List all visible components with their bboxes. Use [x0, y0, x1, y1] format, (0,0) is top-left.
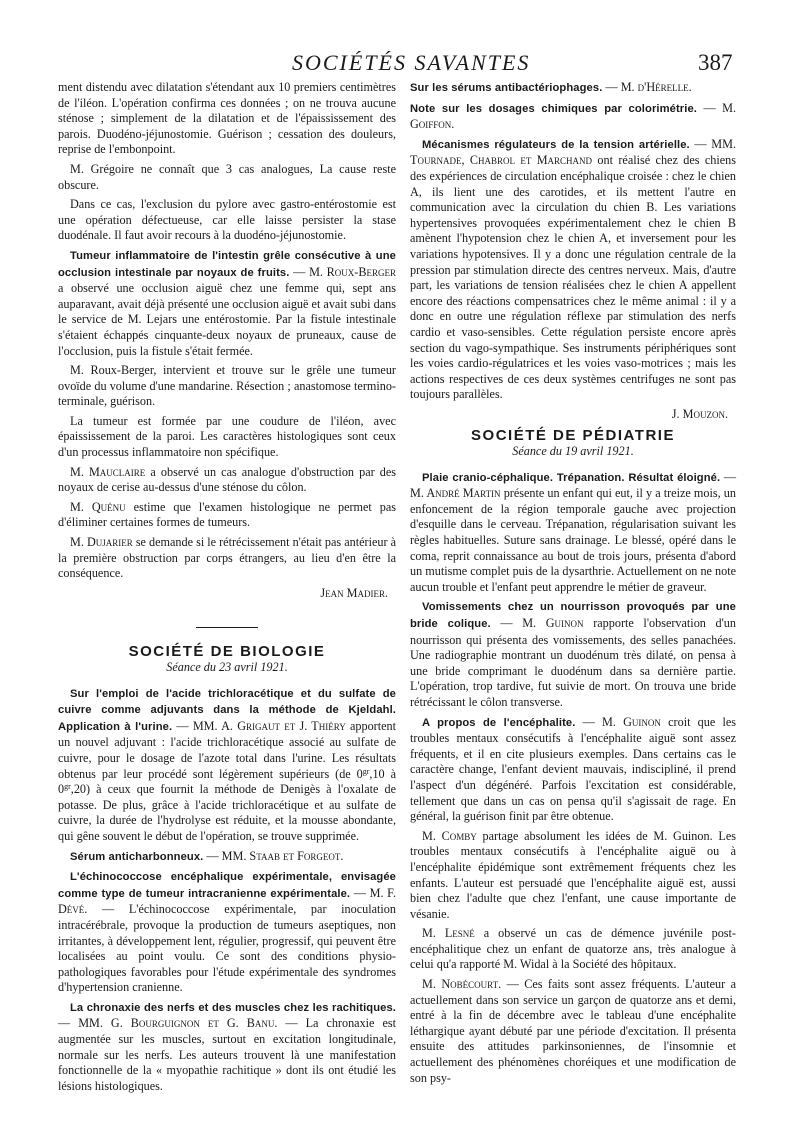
paragraph: M. Grégoire ne connaît que 3 cas analogues, La cause reste obscure.	[58, 161, 396, 192]
running-title: SOCIÉTÉS SAVANTES	[292, 50, 531, 75]
author-name: MM. A. Grigaut et J. Thiéry	[192, 718, 346, 733]
author-name: M. F. Dévé	[58, 885, 397, 917]
paragraph: M. Quénu estime que l'examen histologique ne permet pas d'éliminer certaines formes de tumeurs.	[58, 499, 397, 530]
paragraph: A propos de l'encéphalite. — M. Guinon croit que les troubles mentaux consécutifs à l'encéphalite aiguë sont assez fréquents, et il en cite plusieurs exemples. Dans certains cas le caractère change, l'enfant devient mauvais, indiscipliné, il prend l'aspect d'un dégénéré. Parfois l'excitation est considérable, tellement que dans un cas on pensa qu'il s'agissait de rage. En général, la guérison finit par être obtenue.	[410, 714, 737, 824]
article-heading: Sérum anticharbonneux.	[70, 850, 204, 863]
paragraph: ment distendu avec dilatation s'étendant aux 10 premiers centimètres de l'iléon. L'opération confirma ces données ; on ne trouva aucune sténose ; simplement de la dilatation et de l'épaississement des parois. Duodéno-jéjunostomie. Guérison ; cessation des douleurs, reprise de l'embonpoint.	[58, 80, 396, 157]
article-heading: Note sur les dosages chimiques par colorimétrie.	[410, 102, 697, 115]
article-heading: A propos de l'encéphalite.	[422, 716, 576, 729]
paragraph: M. Nobécourt. — Ces faits sont assez fréquents. L'auteur a actuellement dans son service un garçon de quatorze ans et demi, entré à la fin de décembre avec le tableau d'une encéphalite léthargique ayant débuté par une période d'excitation. Il présenta ensuite des attitudes parkinsoniennes, de l'insomnie et actuellement des phénomènes choréiques et une modification de son psy-	[410, 977, 736, 1085]
page-number: 387	[698, 50, 733, 75]
article-heading: L'échinococcose encéphalique expérimentale, envisagée comme type de tumeur intracranienne expérimentale.	[58, 871, 396, 900]
paragraph: Dans ce cas, l'exclusion du pylore avec gastro-entérostomie est une opération défectueuse, car elle laisse persister la stase duodénale. Il faut avoir recours à la duodéno-jéjunostomie.	[58, 197, 396, 243]
section-title: SOCIÉTÉ DE PÉDIATRIE	[471, 427, 675, 445]
author-name: M. Lesné	[422, 926, 475, 941]
paragraph: La tumeur est formée par une coudure de l'iléon, avec épaississement de la paroi. Les caractères histologiques sont ceux d'un processus inflammatoire non spécifique.	[58, 413, 396, 460]
paragraph: Plaie cranio-céphalique. Trépanation. Résultat éloigné. — M. André Martin présente un enfant qui eut, il y a treize mois, un enfoncement de la région temporale gauche avec projection d'esquille dans le cerveau. Trépanation, régularisation suivant les règles habituelles. Suture sans drainage. Le blessé, opéré dans le coma, reprit connaissance au bout de trois jours, présenta d'abord un mutisme complet puis de la dysarthrie. Actuellement on ne note aucun trouble et l'enfant peut apprendre le métier de graveur.	[410, 469, 737, 594]
paragraph: La chronaxie des nerfs et des muscles chez les rachitiques. — MM. G. Bourguignon et G. Banu. — La chronaxie est augmentée sur les muscles, surtout en excitation longitudinale, normale sur les nerfs. Les auteurs trouvent là une manifestation fonctionnelle de la « myopathie rachitique » dont ils ont étudié les lésions histologiques.	[58, 1001, 396, 1093]
left-column	[58, 80, 396, 1098]
section-date: Séance du 19 avril 1921.	[512, 444, 634, 459]
article-heading: Vomissements chez un nourrisson provoqués par une bride colique.	[410, 601, 736, 630]
paragraph: Sur les sérums antibactériophages. — M. d'Hérelle.	[410, 80, 692, 94]
section-divider	[196, 627, 258, 628]
author-name: M. Roux-Berger	[309, 264, 396, 279]
author-name: MM. G. Bourguignon et G. Banu.	[78, 1016, 278, 1031]
page-header	[0, 50, 800, 80]
paragraph: M. Comby partage absolument les idées de M. Guinon. Les troubles mentaux consécutifs à l'encéphalite aiguë ou à l'encéphalite épidémique sont extrêmement fréquents chez les enfants. L'auteur est persuadé que l'encéphalite aiguë est, aussi bien chez l'adulte que chez l'enfant, une cause importante de vésanie.	[410, 828, 736, 921]
section-title: SOCIÉTÉ DE BIOLOGIE	[128, 643, 326, 661]
author-name: M. Goiffon.	[410, 100, 736, 132]
signature: J. Mouzon.	[671, 406, 728, 421]
paragraph: Vomissements chez un nourrisson provoqués par une bride colique. — M. Guinon rapporte l'observation d'un nourrisson qui présenta des vomissements, des selles panachées. Une radiographie montrant un duodénum très dilaté, on pensa à une bride comprimant le duodénum dans sa dernière partie. L'opération, trop tardive, fut suivie de mort. On trouva une bride rétrécissant le côlon transverse.	[410, 601, 736, 709]
article-heading: Sur l'emploi de l'acide trichloracétique et du sulfate de cuivre comme adjuvants dans la méthode de Kjeldahl. Application à l'urine.	[58, 687, 396, 733]
author-name: M. Mauclaire	[70, 464, 146, 479]
paragraph: M. Mauclaire a observé un cas analogue d'obstruction par des noyaux de cerise au-dessus d'une sténose du côlon.	[58, 464, 396, 495]
author-name: M. d'Hérelle.	[620, 80, 692, 94]
section-date: Séance du 23 avril 1921.	[166, 660, 288, 674]
article-heading: La chronaxie des nerfs et des muscles chez les rachitiques.	[70, 1001, 396, 1014]
article-heading: Plaie cranio-céphalique. Trépanation. Résultat éloigné.	[422, 471, 721, 484]
author-name: MM. Tournade, Chabrol et Marchand	[410, 136, 737, 168]
paragraph: Note sur les dosages chimiques par colorimétrie. — M. Goiffon.	[410, 100, 736, 132]
author-name: MM. Staab et Forgeot.	[221, 848, 344, 863]
paragraph: Sur l'emploi de l'acide trichloracétique et du sulfate de cuivre comme adjuvants dans la méthode de Kjeldahl. Application à l'urine. — MM. A. Grigaut et J. Thiéry apportent un nouvel adjuvant : l'acide trichloracétique associé au sulfate de cuivre, pour le dosage de l'azote total dans l'urine. Les résultats obtenus par leur procédé sont légèrement supérieurs (de $0^{gr},10$ à $0^{gr},20$) à ceux que fournit la méthode de Denigès à l'oxalate de potasse. De plus, grâce à l'acide trichloracétique et au sulfate de cuivre, la durée de l'hydrolyse est réduite, et la mousse abondante, qui gêne souvent le début de l'opération, se trouve supprimée.	[58, 687, 397, 843]
right-column	[410, 80, 736, 1090]
author-name: M. Guinon	[602, 714, 661, 729]
paragraph: Sérum anticharbonneux. — MM. Staab et Forgeot.	[70, 848, 344, 863]
author-name: M. Comby	[422, 828, 477, 843]
paragraph: Tumeur inflammatoire de l'intestin grêle consécutive à une occlusion intestinale par noyaux de fruits. — M. Roux-Berger a observé une occlusion aiguë chez une femme qui, sept ans auparavant, avait déjà présenté une occlusion aiguë et avait subi dans le service de M. Lejars une entérostomie. Par la fistule intestinale s'étaient échappés cinquante-deux noyaux de pruneaux, cause de l'occlusion, puis la fistule s'était fermée.	[58, 249, 396, 358]
article-heading: Tumeur inflammatoire de l'intestin grêle consécutive à une occlusion intestinale par noyaux de fruits.	[58, 249, 396, 279]
author-name: M. Quénu	[70, 499, 126, 514]
author-name: M. Nobécourt.	[422, 977, 502, 992]
author-name: M. André Martin	[410, 486, 501, 501]
article-heading: Sur les sérums antibactériophages.	[410, 82, 603, 94]
author-name: M. Dujarier	[70, 535, 133, 550]
article-heading: Mécanismes régulateurs de la tension artérielle.	[422, 138, 690, 151]
author-name: M. Guinon	[522, 616, 584, 630]
signature: Jean Madier.	[320, 585, 388, 600]
paragraph: L'échinococcose encéphalique expérimentale, envisagée comme type de tumeur intracranienne expérimentale. — M. F. Dévé. — L'échinococcose expérimentale, par inoculation intracérébrale, provoque la production de tumeurs aseptiques, non irritantes, à développement lent, régulier, progressif, qui peuvent être localisées au point voulu. Ce sont des conditions physio-pathologiques favorables pour l'étude expérimentale des syndromes d'hypertension cranienne.	[58, 871, 397, 995]
paragraph: M. Lesné a observé un cas de démence juvénile post-encéphalitique chez un enfant de quatorze ans, très analogue à celui qu'a rapporté M. Widal à la Société des hôpitaux.	[410, 926, 736, 972]
paragraph: Mécanismes régulateurs de la tension artérielle. — MM. Tournade, Chabrol et Marchand ont réalisé chez des chiens des expériences de circulation encéphalique croisée : chez le chien A, ils lient une des carotides, et ils mettent l'autre en communication avec la circulation du chien B. Les variations hypertensives provoquées expérimentalement chez le chien B amènent l'hypotension chez le chien A, et inversement pour les variations hypotensives. Il y a donc une régulation centrale de la pression par stimulation directe des centres nerveux. Mais, d'autre part, les variations de tension réalisées chez le chien A appellent encore des réactions compensatrices chez le même animal : il y a donc en outre une régulation réflexe par stimulation des nerfs cardio et vaso-sensibles. Cette régulation persiste encore après section du vago-sympathique. Ses instruments périphériques sont les voies cardio-régulatrices et les voies vaso-motrices ; mais les actions respectives de ces deux systèmes centrifuges ne sont pas toujours parallèles.	[410, 136, 737, 402]
paragraph: M. Roux-Berger, intervient et trouve sur le grêle une tumeur ovoïde du volume d'une mandarine. Résection ; anastomose termino-terminale, guérison.	[58, 363, 396, 409]
paragraph: M. Dujarier se demande si le rétrécissement n'était pas antérieur à la première obstruction par corps étrangers, au lieu d'en être la conséquence.	[58, 535, 396, 581]
